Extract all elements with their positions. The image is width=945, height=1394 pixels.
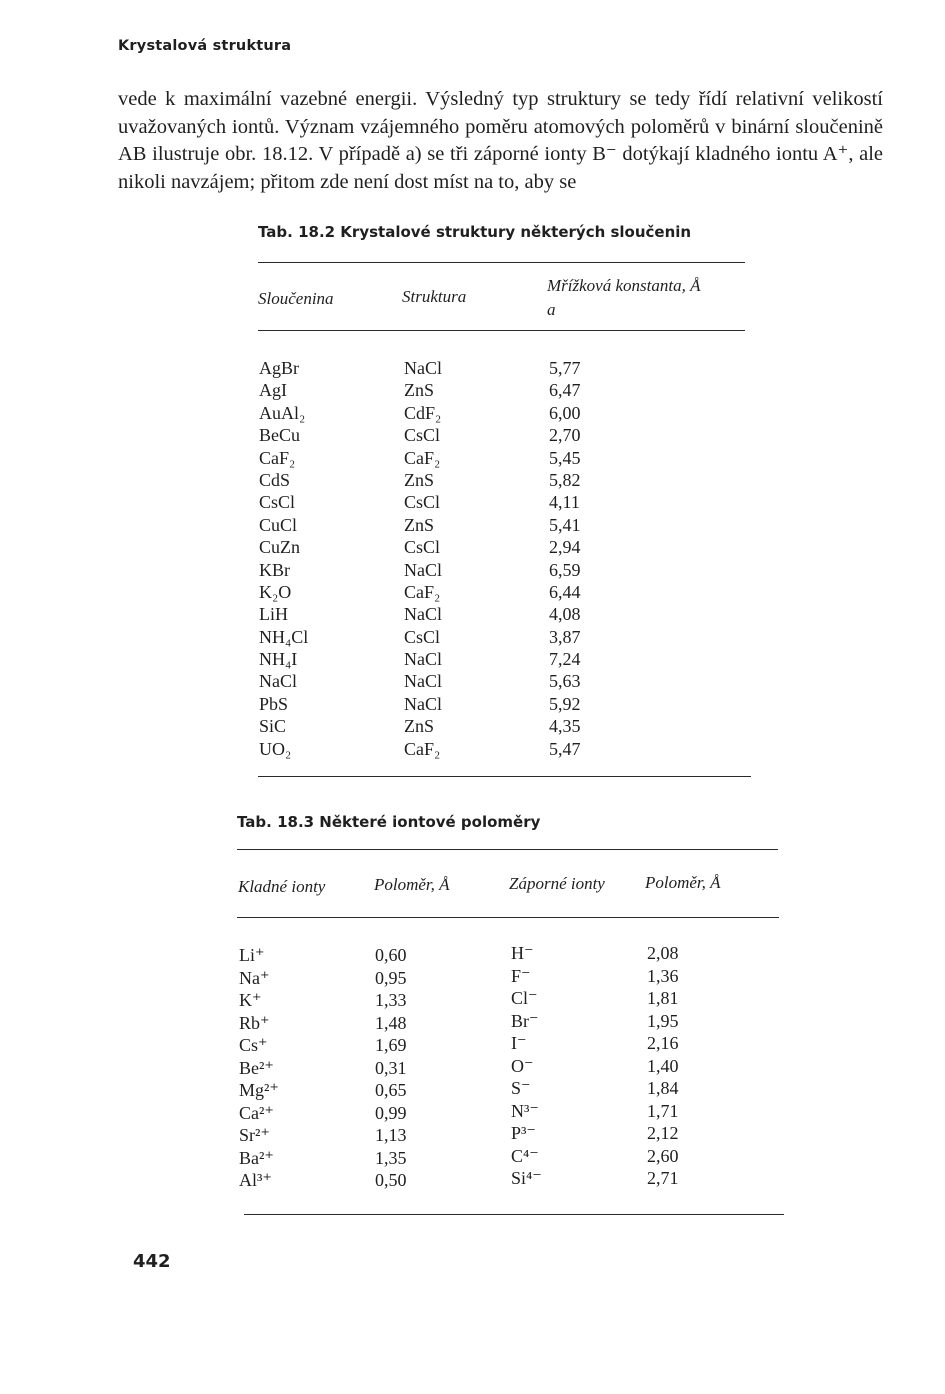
table2-cell-positive-radius: 0,65	[375, 1080, 407, 1100]
table1-cell-compound: AgI	[259, 380, 287, 401]
table2-column-negative-radius	[647, 942, 679, 1190]
table1-cell-compound: SiC	[259, 716, 287, 737]
table2-header-negative: Záporné ionty	[509, 874, 605, 893]
table1-cell-constant: 5,41	[549, 514, 581, 535]
table1-cell-constant: 5,77	[549, 358, 581, 378]
table2-cell-negative-ion: C⁴⁻	[511, 1145, 539, 1166]
table1-cell-constant: 2,94	[549, 537, 581, 558]
table1-cell-structure: NaCl	[404, 358, 442, 378]
table1-header-constant-symbol: a	[547, 300, 556, 319]
table1-cell-structure: ZnS	[404, 716, 435, 737]
table2-cell-negative-radius: 2,12	[647, 1123, 679, 1143]
table1-cell-compound: CuZn	[259, 537, 301, 558]
table2-bottom-rule	[244, 1214, 784, 1215]
table1-cell-constant: 6,59	[549, 559, 581, 580]
table2-cell-negative-ion: Br⁻	[511, 1010, 539, 1031]
table2-column-negative	[511, 942, 542, 1190]
table1-cell-compound: CsCl	[259, 492, 296, 513]
table1-cell-structure: CaF₂	[404, 447, 441, 468]
table1-cell-constant: 6,00	[549, 402, 581, 423]
table2-cell-negative-ion: Si⁴⁻	[511, 1168, 542, 1188]
table1-cell-compound: UO₂	[259, 738, 292, 759]
table1-cell-structure: ZnS	[404, 514, 435, 535]
table2-cell-negative-ion: I⁻	[511, 1033, 527, 1053]
table1-cell-compound: CdS	[259, 469, 291, 490]
table2-cell-positive-ion: Na⁺	[239, 967, 270, 988]
table2-cell-positive-ion: Li⁺	[239, 945, 265, 965]
table2-cell-negative-radius: 2,08	[647, 943, 679, 963]
table2-cell-positive-ion: Sr²⁺	[239, 1125, 270, 1145]
table2-column-positive-radius	[375, 944, 407, 1192]
table1-cell-constant: 4,11	[549, 492, 580, 513]
table1-header-structure: Struktura	[402, 287, 467, 306]
table1-cell-compound: CuCl	[259, 514, 298, 535]
table1-column-constant	[549, 357, 581, 760]
table2-cell-positive-radius: 0,95	[375, 967, 407, 988]
table2-cell-positive-radius: 1,48	[375, 1012, 407, 1033]
table2-cell-negative-radius: 1,84	[647, 1078, 679, 1098]
table1-cell-constant: 7,24	[549, 649, 581, 670]
table2-cell-negative-ion: Cl⁻	[511, 988, 538, 1008]
table2-cell-negative-radius: 1,71	[647, 1100, 679, 1121]
page-number: 442	[133, 1251, 171, 1272]
table1-cell-structure: NaCl	[404, 559, 442, 580]
table2-cell-positive-radius: 0,31	[375, 1057, 407, 1078]
table2-cell-positive-radius: 0,50	[375, 1170, 407, 1190]
table1-cell-structure: NaCl	[404, 649, 442, 670]
table2-cell-positive-ion: Be²⁺	[239, 1057, 274, 1078]
table1-cell-compound: K₂O	[259, 581, 292, 602]
table1-cell-structure: CsCl	[404, 537, 441, 558]
table1-bottom-rule	[258, 776, 751, 777]
table1-cell-structure: CaF₂	[404, 738, 441, 759]
table2-cell-negative-ion: O⁻	[511, 1055, 534, 1076]
table2-cell-positive-ion: K⁺	[239, 990, 262, 1010]
table2-cell-positive-ion: Ba²⁺	[239, 1147, 274, 1168]
table1-cell-constant: 5,92	[549, 693, 581, 714]
table2-header-positive-radius: Poloměr, Å	[374, 875, 450, 894]
table1-cell-constant: 2,70	[549, 425, 581, 446]
table2-cell-negative-ion: P³⁻	[511, 1123, 536, 1143]
table2-cell-negative-radius: 2,60	[647, 1145, 679, 1166]
table1-cell-structure: NaCl	[404, 693, 442, 714]
table1-header-compound: Sloučenina	[258, 289, 334, 308]
table1-cell-compound: NaCl	[259, 671, 297, 692]
table2-cell-positive-radius: 1,35	[375, 1147, 407, 1168]
table2-cell-positive-radius: 1,33	[375, 990, 407, 1010]
table2-cell-negative-radius: 1,36	[647, 965, 679, 986]
table1-cell-compound: AuAl₂	[259, 402, 306, 423]
table2-cell-negative-ion: F⁻	[511, 965, 531, 986]
table1-cell-structure: ZnS	[404, 380, 435, 401]
table1-cell-compound: CaF₂	[259, 447, 296, 468]
table1-cell-constant: 4,35	[549, 716, 581, 737]
table2-cell-negative-radius: 1,81	[647, 988, 679, 1008]
table2-cell-negative-ion: S⁻	[511, 1078, 531, 1098]
table2-cell-positive-radius: 1,69	[375, 1035, 407, 1055]
body-paragraph: vede k maximální vazebné energii. Výsledný typ struktury se tedy řídí relativní velikostí uvažovaných iontů. Význam vzájemného poměru atomových poloměrů v binární sloučenině AB ilustruje obr. 18.12. V případě a) se tři záporné ionty B⁻ dotýkají kladného iontu A⁺, ale nikoli navzájem; přitom zde není dost míst na to, aby se	[118, 88, 883, 193]
table1-cell-compound: NH₄I	[259, 649, 298, 670]
table2-cell-positive-ion: Rb⁺	[239, 1012, 270, 1033]
table2-cell-negative-radius: 2,16	[647, 1033, 679, 1053]
table1-cell-constant: 5,47	[549, 738, 581, 759]
table1-cell-structure: NaCl	[404, 671, 442, 692]
table1-cell-compound: NH₄Cl	[259, 626, 309, 647]
table1-caption: Tab. 18.2 Krystalové struktury některých sloučenin	[258, 223, 692, 241]
table1-cell-constant: 6,47	[549, 380, 581, 401]
table2-cell-positive-radius: 1,13	[375, 1125, 407, 1145]
table2-top-rule	[237, 849, 778, 850]
table1-cell-structure: CaF₂	[404, 581, 441, 602]
table1-header-rule	[258, 330, 745, 331]
table2-column-positive	[239, 944, 279, 1192]
table1-cell-structure: CsCl	[404, 626, 441, 647]
table2-cell-positive-ion: Ca²⁺	[239, 1102, 274, 1123]
table1-top-rule	[258, 262, 745, 263]
table2-header-negative-radius: Poloměr, Å	[645, 873, 721, 892]
table1-cell-constant: 5,63	[549, 671, 581, 692]
table1-cell-compound: AgBr	[259, 358, 299, 378]
table1-cell-structure: CsCl	[404, 492, 441, 513]
table1-cell-structure: NaCl	[404, 604, 442, 625]
table2-cell-negative-radius: 1,40	[647, 1055, 679, 1076]
table1-cell-constant: 5,45	[549, 447, 581, 468]
table2-header-rule	[237, 917, 779, 918]
table1-cell-structure: CsCl	[404, 425, 441, 446]
table2-cell-positive-radius: 0,99	[375, 1102, 407, 1123]
table1-cell-constant: 5,82	[549, 469, 581, 490]
table1-cell-compound: BeCu	[259, 425, 301, 446]
table1-cell-constant: 3,87	[549, 626, 581, 647]
table2-cell-positive-ion: Al³⁺	[239, 1170, 272, 1190]
table1-header-constant: Mřížková konstanta, Å	[547, 276, 701, 295]
table2-header-positive: Kladné ionty	[238, 877, 326, 896]
table2-cell-negative-ion: N³⁻	[511, 1100, 539, 1121]
table2-cell-positive-radius: 0,60	[375, 945, 407, 965]
table1-cell-structure: CdF₂	[404, 402, 442, 423]
table1-cell-constant: 4,08	[549, 604, 581, 625]
table1-cell-compound: KBr	[259, 559, 290, 580]
table1-column-compound	[259, 357, 308, 760]
table1-cell-compound: LiH	[259, 604, 288, 625]
table1-cell-constant: 6,44	[549, 581, 581, 602]
table1-column-structure	[404, 357, 442, 760]
table2-cell-positive-ion: Cs⁺	[239, 1035, 268, 1055]
table2-cell-negative-radius: 2,71	[647, 1168, 679, 1188]
table1-cell-structure: ZnS	[404, 469, 435, 490]
table1-cell-compound: PbS	[259, 693, 289, 714]
table2-cell-negative-radius: 1,95	[647, 1010, 679, 1031]
table2-cell-negative-ion: H⁻	[511, 943, 534, 963]
table2-cell-positive-ion: Mg²⁺	[239, 1080, 279, 1100]
running-head: Krystalová struktura	[118, 38, 292, 54]
table2-caption: Tab. 18.3 Některé iontové poloměry	[237, 813, 541, 831]
